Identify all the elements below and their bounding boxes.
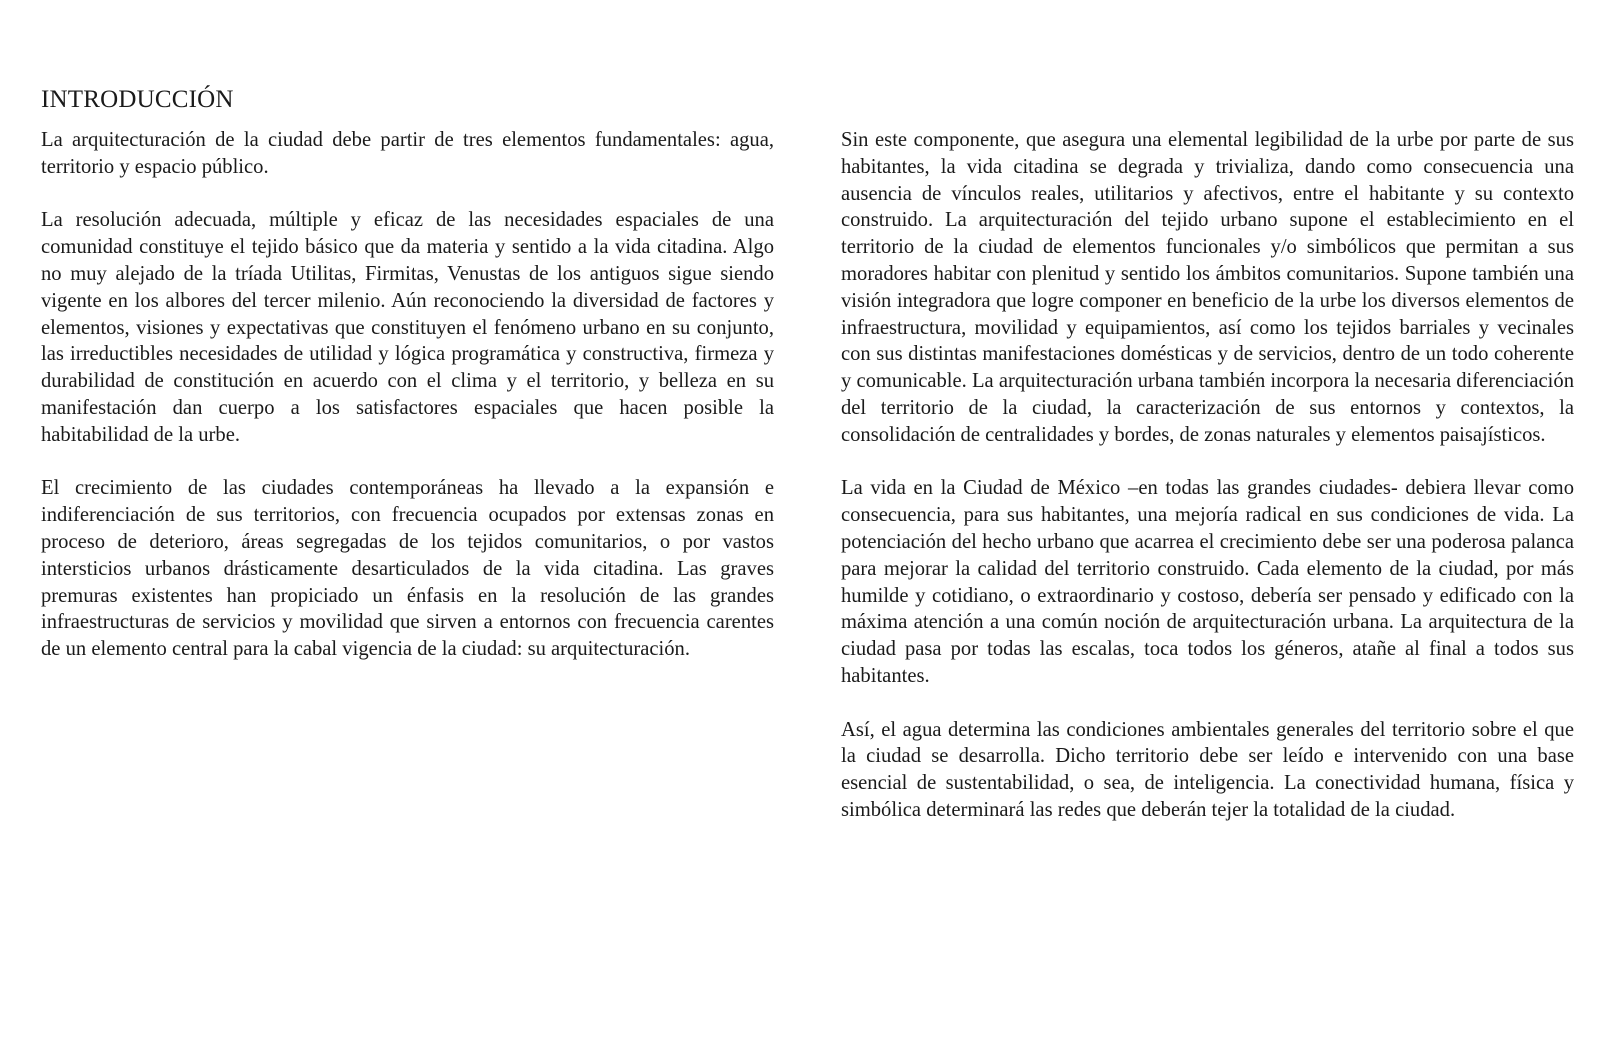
paragraph: Así, el agua determina las condiciones ambientales generales del territorio sobre el que la ciudad se desarrolla. Dicho territorio debe ser leído e intervenido con una base esencial de sustentabilidad, o sea, de inteligencia. La conectividad humana, física y simbólica determinará las redes que deberán tejer la totalidad de la ciudad. bbox=[841, 718, 1574, 821]
paragraph: El crecimiento de las ciudades contemporáneas ha llevado a la expansión e indiferenciación de sus territorios, con frecuencia ocupados por extensas zonas en proceso de deterioro, áreas segregadas de los tejidos comunitarios, o por vastos intersticios urbanos drásticamente desarticulados de la vida citadina. Las graves premuras existentes han propiciado un énfasis en la resolución de las grandes infraestructuras de servicios y movilidad que sirven a entornos con frecuencia carentes de un elemento central para la cabal vigencia de la ciudad: su arquitecturación. bbox=[41, 477, 774, 661]
left-column bbox=[41, 127, 774, 663]
paragraph: La resolución adecuada, múltiple y eficaz de las necesidades espaciales de una comunidad constituye el tejido básico que da materia y sentido a la vida citadina. Algo no muy alejado de la tríada Utilitas, Firmitas, Venustas de los antiguos sigue siendo vigente en los albores del tercer milenio. Aún reconociendo la diversidad de factores y elementos, visiones y expectativas que constituyen el fenómeno urbano en su conjunto, las irreductibles necesidades de utilidad y lógica programática y constructiva, firmeza y durabilidad de constitución en acuerdo con el clima y el territorio, y belleza en su manifestación dan cuerpo a los satisfactores espaciales que hacen posible la habitabilidad de la urbe. bbox=[41, 209, 774, 446]
paragraph: La vida en la Ciudad de México –en todas las grandes ciudades- debiera llevar como consecuencia, para sus habitantes, una mejoría radical en sus condiciones de vida. La potenciación del hecho urbano que acarrea el crecimiento debe ser una poderosa palanca para mejorar la calidad del territorio construido. Cada elemento de la ciudad, por más humilde y cotidiano, o extraordinario y costoso, debería ser pensado y edificado con la máxima atención a una común noción de arquitecturación urbana. La arquitectura de la ciudad pasa por todas las escalas, toca todos los géneros, atañe al final a todos sus habitantes. bbox=[841, 477, 1574, 687]
paragraph: La arquitecturación de la ciudad debe partir de tres elementos fundamentales: agua, territorio y espacio público. bbox=[41, 129, 774, 178]
paragraph: Sin este componente, que asegura una elemental legibilidad de la urbe por parte de sus habitantes, la vida citadina se degrada y trivializa, dando como consecuencia una ausencia de vínculos reales, utilitarios y afectivos, entre el habitante y su contexto construido. La arquitecturación del tejido urbano supone el establecimiento en el territorio de la ciudad de elementos funcionales y/o simbólicos que permitan a sus moradores habitar con plenitud y sentido los ámbitos comunitarios. Supone también una visión integradora que logre componer en beneficio de la urbe los diversos elementos de infraestructura, movilidad y equipamientos, así como los tejidos barriales y vecinales con sus distintas manifestaciones domésticas y de servicios, dentro de un todo coherente y comunicable. La arquitecturación urbana también incorpora la necesaria diferenciación del territorio de la ciudad, la caracterización de sus entornos y contextos, la consolidación de centralidades y bordes, de zonas naturales y elementos paisajísticos. bbox=[841, 129, 1574, 446]
page-title: INTRODUCCIÓN bbox=[41, 86, 234, 113]
right-column bbox=[841, 127, 1574, 824]
